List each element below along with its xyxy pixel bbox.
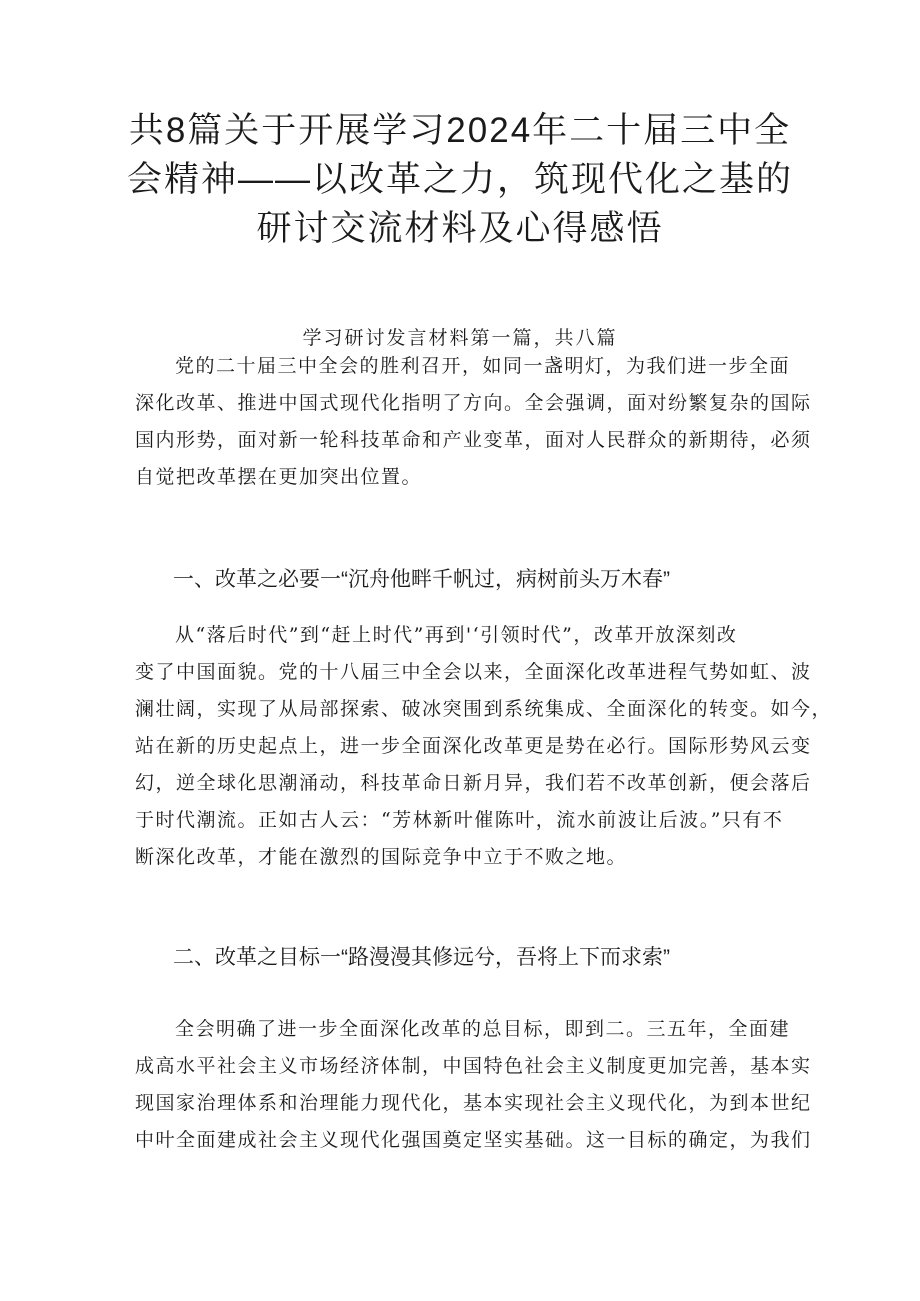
paragraph-line: 断深化改革，才能在激烈的国际竞争中立于不败之地。 [135, 846, 628, 868]
section-heading-2: 二、改革之目标一“路漫漫其修远兮，吾将上下而求索” [173, 946, 670, 969]
paragraph-line: 现国家治理体系和治理能力现代化，基本实现社会主义现代化，为到本世纪 [135, 1092, 812, 1114]
paragraph-line: 全会明确了进一步全面深化改革的总目标，即到二。三五年，全面建 [175, 1018, 791, 1040]
paragraph-line: 成高水平社会主义市场经济体制，中国特色社会主义制度更加完善，基本实 [135, 1055, 812, 1077]
paragraph-line: 中叶全面建成社会主义现代化强国奠定坚实基础。这一目标的确定，为我们 [135, 1129, 812, 1151]
paragraph-line: 国内形势，面对新一轮科技革命和产业变革，面对人民群众的新期待，必须 [135, 429, 812, 451]
paragraph-line: 站在新的历史起点上，进一步全面深化改革更是势在必行。国际形势风云变 [135, 735, 812, 757]
paragraph-intro [135, 348, 812, 496]
paragraph-line: 深化改革、推进中国式现代化指明了方向。全会强调，面对纷繁复杂的国际 [135, 392, 812, 414]
document-subtitle: 学习研讨发言材料第一篇，共八篇 [302, 327, 618, 349]
paragraph-line: 于时代潮流。正如古人云：“芳林新叶催陈叶，流水前波让后波。”只有不 [135, 809, 784, 831]
title-line: 共8篇关于开展学习2024年二十届三中全 [128, 111, 792, 150]
paragraph-line: 幻，逆全球化思潮涌动，科技革命日新月异，我们若不改革创新，便会落后 [135, 772, 812, 794]
paragraph-line: 变了中国面貌。党的十八届三中全会以来，全面深化改革进程气势如虹、波 [135, 661, 812, 683]
paragraph-line: 自觉把改革摆在更加突出位置。 [135, 466, 423, 488]
title-line: 研讨交流材料及心得感悟 [256, 209, 664, 248]
paragraph-line: 从“落后时代”到“赶上时代”再到'‘引领时代”，改革开放深刻改 [175, 624, 738, 646]
section-heading-1: 一、改革之必要一“沉舟他畔千帆过，病树前头万木春” [173, 568, 670, 591]
paragraph-line: 党的二十届三中全会的胜利召开，如同一盏明灯，为我们进一步全面 [175, 355, 791, 377]
paragraph-necessity [135, 617, 833, 876]
document-title [120, 106, 800, 253]
paragraph-line: 澜壮阔，实现了从局部探索、破冰突围到系统集成、全面深化的转变。如今， [135, 698, 833, 720]
paragraph-goal [135, 1011, 812, 1159]
title-line: 会精神——以改革之力，筑现代化之基的 [126, 160, 793, 199]
